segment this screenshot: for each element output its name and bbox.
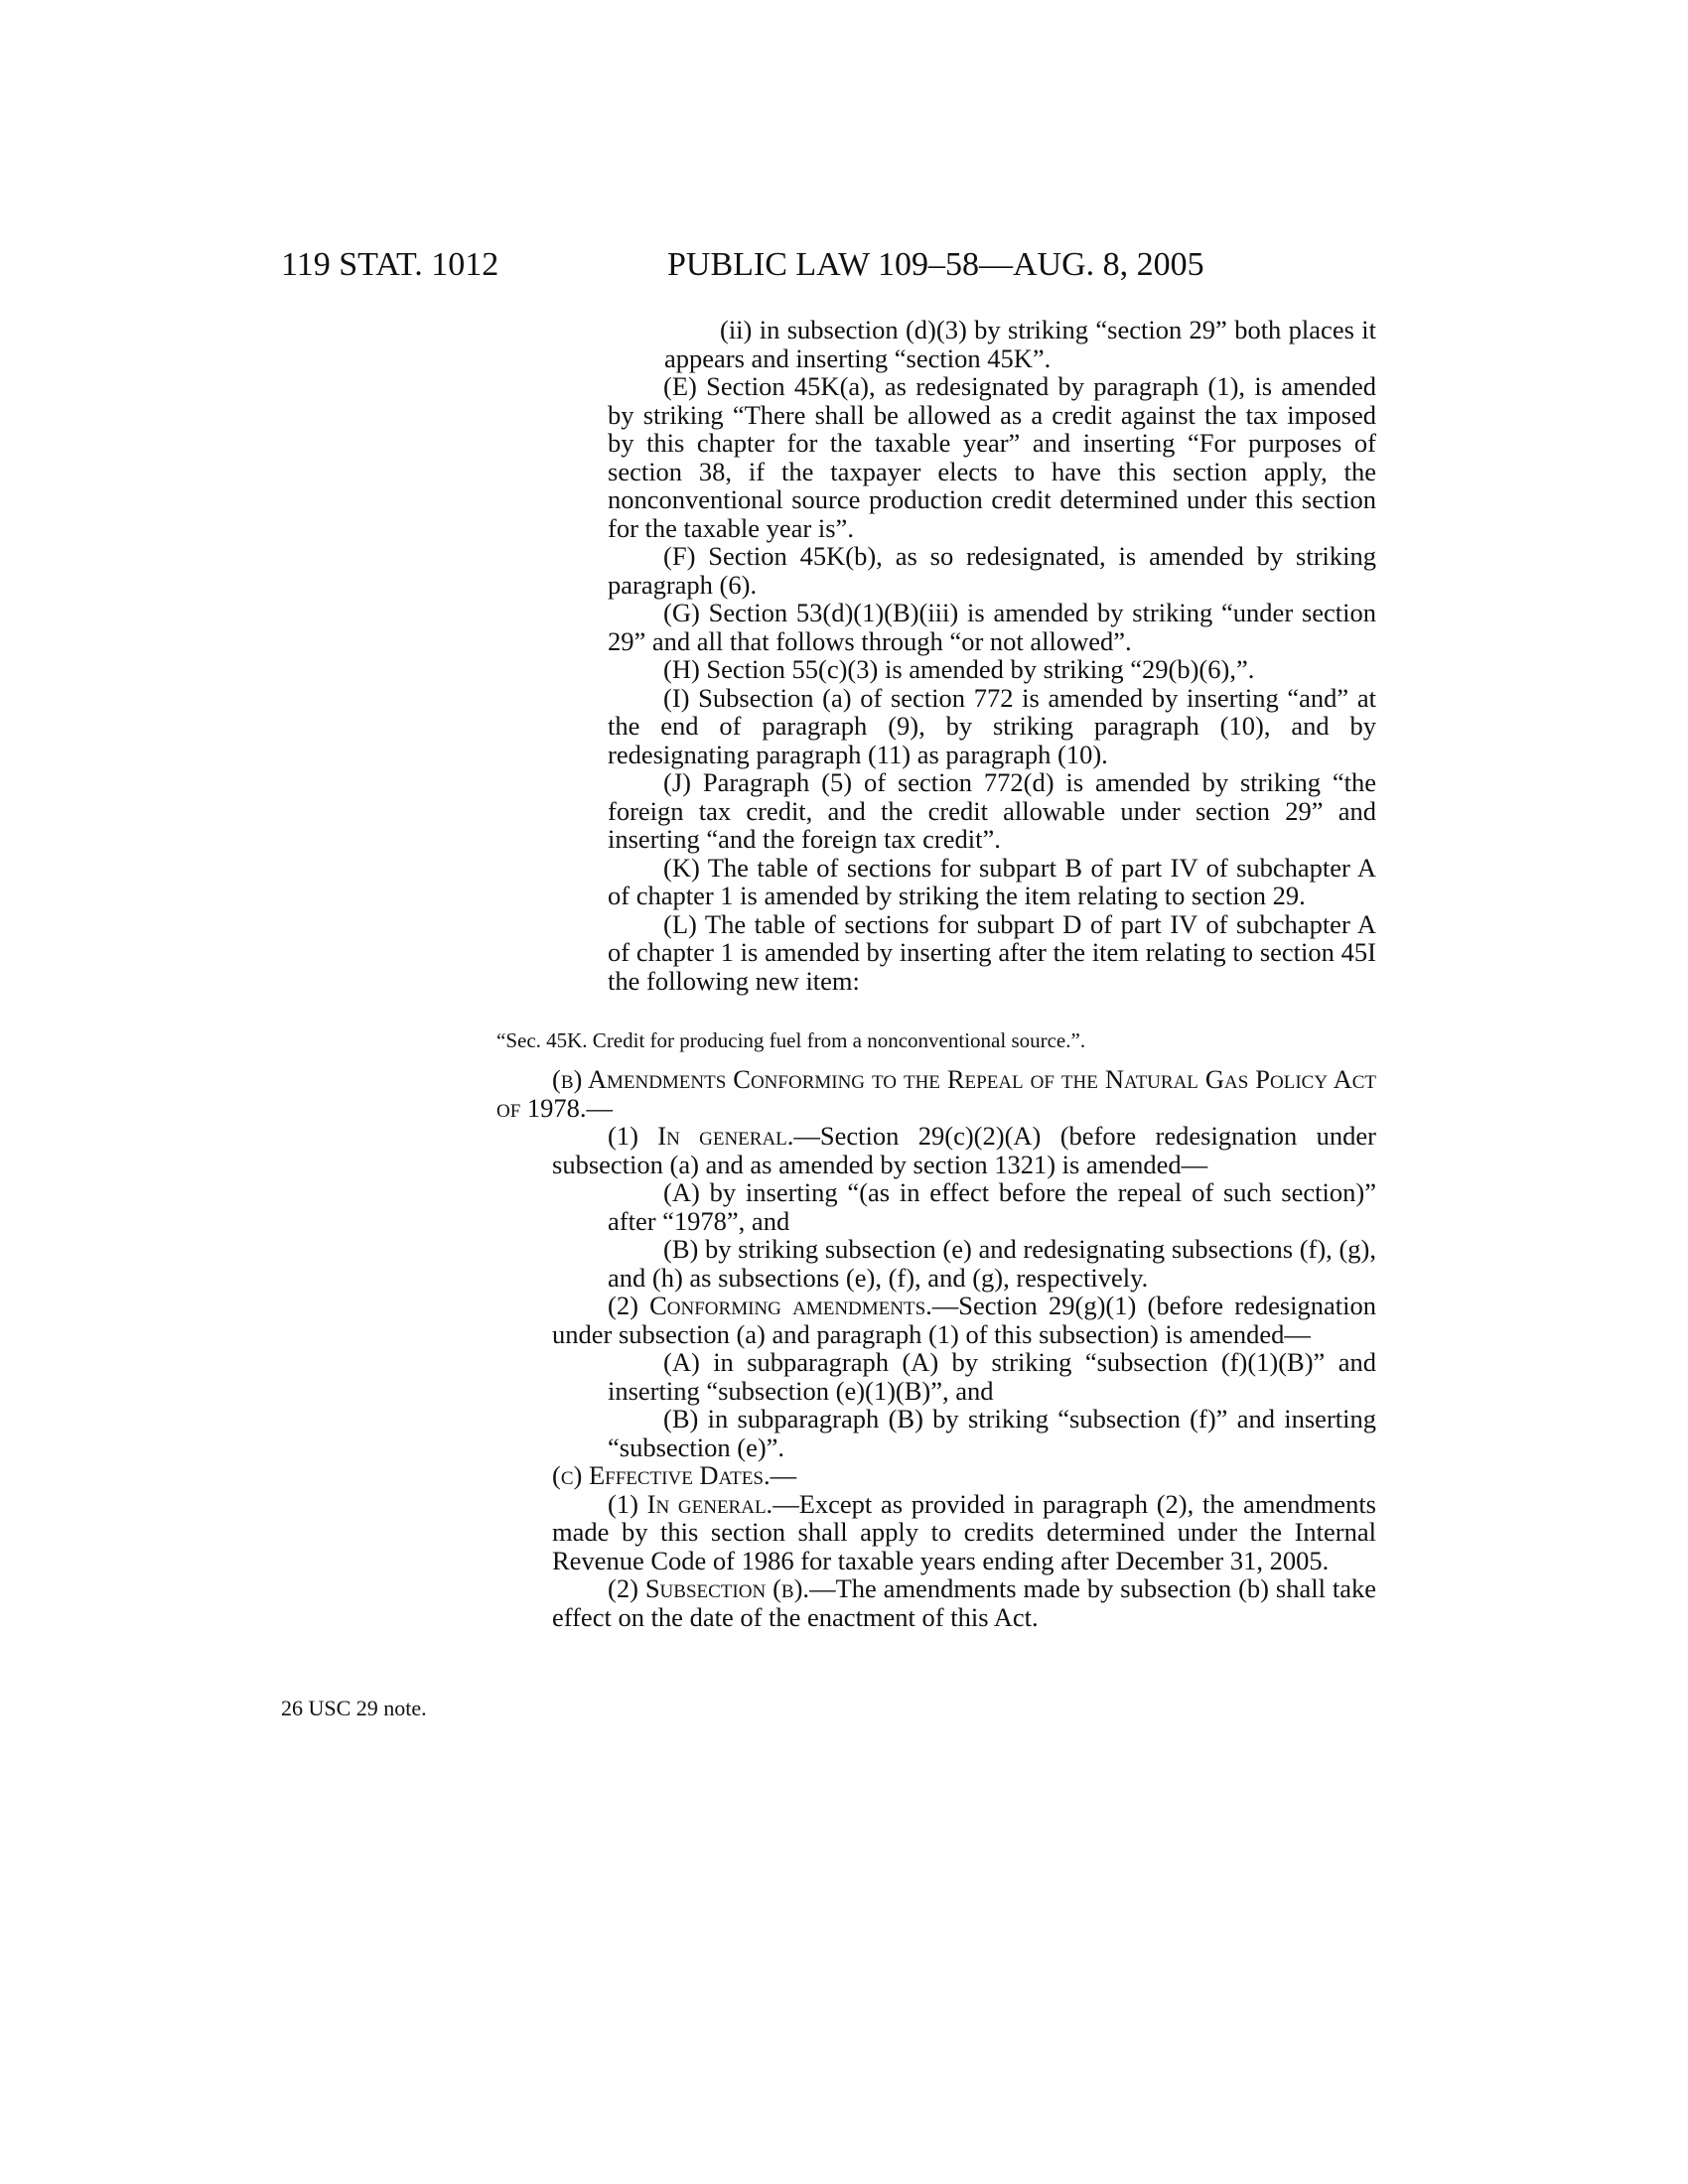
subsection-c-paragraph-2 (552, 1574, 1376, 1631)
paragraph-k: (K) The table of sections for subpart B of part IV of subchapter A of chapter 1 is amended by striking the item relating to section 29. (608, 852, 1376, 910)
margin-note: 26 USC 29 note. (281, 1696, 427, 1720)
paragraph-e: (E) Section 45K(a), as redesignated by paragraph (1), is amended by striking “There shall be allowed as a credit against the tax imposed by this chapter for the taxable year” and inserting “For purposes of section 38, if the taxpayer elects to have this section apply, the nonconventional source production credit determined under this section for the taxable year is”. (608, 371, 1376, 543)
subsection-b-paragraph-2 (552, 1292, 1376, 1348)
subsection-b-p1-heading: (1) In general. (608, 1121, 794, 1151)
subsection-c-paragraph-1 (552, 1490, 1376, 1575)
paragraph-i: (I) Subsection (a) of section 772 is amended by inserting “and” at the end of paragraph (9), by striking paragraph (10), and by redesignating paragraph (11) as paragraph (10). (608, 682, 1376, 769)
subsection-b-heading-text: (b) Amendments Conforming to the Repeal of the Natural Gas Policy Act of 1978.— (496, 1064, 1376, 1123)
table-item: “Sec. 45K. Credit for producing fuel from a nonconventional source.”. (496, 1028, 1086, 1052)
subsection-b-paragraph-1 (552, 1122, 1376, 1178)
subsection-b-p2-a: (A) in subparagraph (A) by striking “subsection (f)(1)(B)” and inserting “subsection (e)(1)(B)”, and (608, 1347, 1376, 1406)
subsection-b-p2-heading: (2) Conforming amendments. (608, 1291, 932, 1320)
stat-reference: 119 STAT. 1012 (281, 246, 499, 283)
subsection-b-p2-b: (B) in subparagraph (B) by striking “subsection (f)” and inserting “subsection (e)”. (608, 1404, 1376, 1462)
paragraph-h: (H) Section 55(c)(3) is amended by striking “29(b)(6),”. (663, 654, 1255, 684)
subsection-c-heading (552, 1461, 1376, 1490)
subsection-c-p1-heading: (1) In general. (608, 1488, 774, 1519)
paragraph-f: (F) Section 45K(b), as so redesignated, is amended by striking paragraph (6). (608, 541, 1376, 600)
subsection-c-p2-text: —The amendments made by subsection (b) shall take effect on the date of the enactment of this Act. (552, 1573, 1377, 1632)
subsection-b-p1-text: —Section 29(c)(2)(A) (before redesignation under subsection (a) and as amended by section 1321) is amended— (552, 1121, 1376, 1179)
subsection-c-heading-text: (c) Effective Dates.— (552, 1460, 797, 1490)
subsection-b-heading (496, 1065, 1376, 1122)
subsection-c-p2-heading: (2) Subsection (b). (608, 1573, 810, 1603)
paragraph-d-ii: (ii) in subsection (d)(3) by striking “section 29” both places it appears and inserting “section 45K”. (664, 315, 1376, 373)
law-title: PUBLIC LAW 109–58—AUG. 8, 2005 (667, 246, 1204, 283)
body-column (496, 315, 1377, 1632)
subsection-b-p1-a: (A) by inserting “(as in effect before the repeal of such section)” after “1978”, and (608, 1177, 1376, 1236)
paragraph-j: (J) Paragraph (5) of section 772(d) is amended by striking “the foreign tax credit, and the credit allowable under section 29” and inserting “and the foreign tax credit”. (608, 767, 1376, 854)
subsection-b-p2-text: —Section 29(g)(1) (before redesignation under subsection (a) and paragraph (1) of this subsection) is amended— (552, 1291, 1377, 1349)
subsection-c-p1-text: —Except as provided in paragraph (2), the amendments made by this section shall apply to credits determined under the Internal Revenue Code of 1986 for taxable years ending after December 31, 2005. (552, 1488, 1376, 1575)
paragraph-l: (L) The table of sections for subpart D of part IV of subchapter A of chapter 1 is amended by inserting after the item relating to section 45I the following new item: (608, 908, 1376, 996)
paragraph-g: (G) Section 53(d)(1)(B)(iii) is amended by striking “under section 29” and all that follows through “or not allowed”. (608, 598, 1376, 656)
subsection-b-p1-b: (B) by striking subsection (e) and redesignating subsections (f), (g), and (h) as subsections (e), (f), and (g), respectively. (608, 1234, 1376, 1293)
